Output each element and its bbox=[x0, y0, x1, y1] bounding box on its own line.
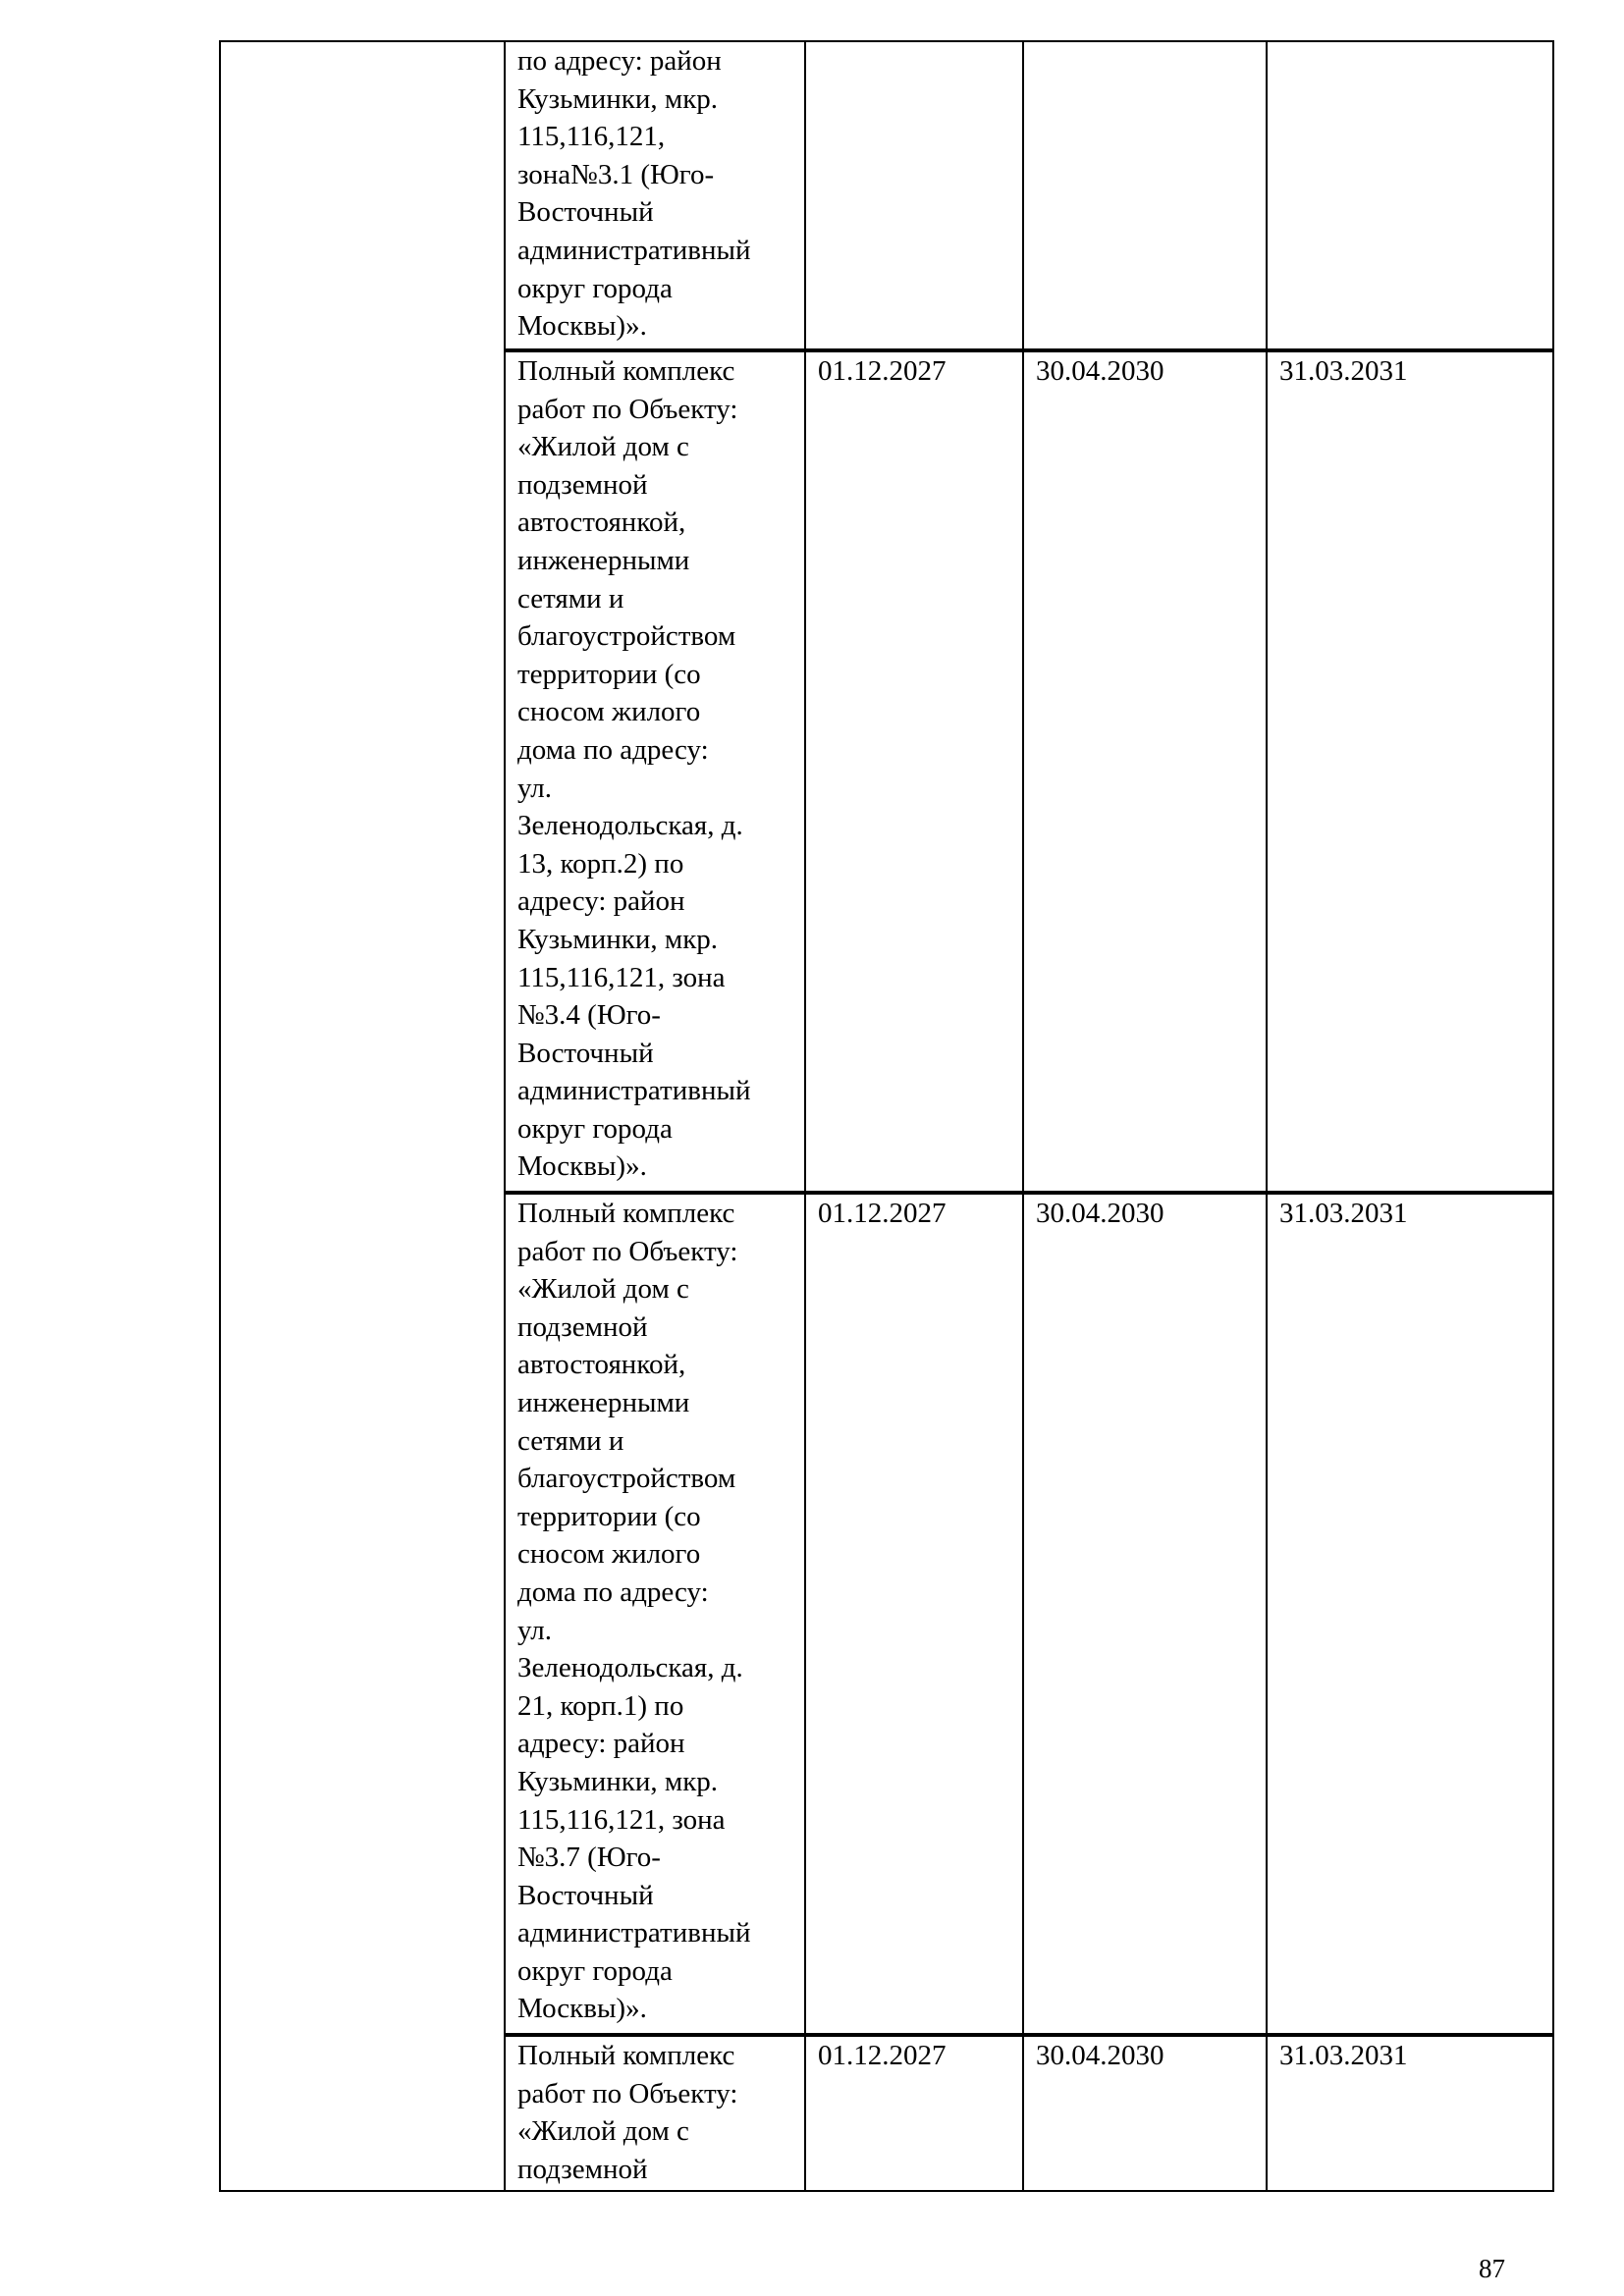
object-description-cell bbox=[505, 350, 805, 1193]
object-description: Полный комплекс работ по Объекту: «Жилой дом с подземной автостоянкой, инженерными сетями и благоустройством территории (со сносом жилого дома по адресу: ул. Зеленодольская, д. 13, корп.2) по адресу: район Кузьминки, мкр. 115,116,121, зона №3.4 (Юго- Восточный административный округ города Москвы)». bbox=[517, 355, 751, 1183]
object-description: по адресу: район Кузьминки, мкр. 115,116,121, зона№3.1 (Юго- Восточный административный округ города Москвы)». bbox=[517, 45, 751, 343]
end-date-cell bbox=[1267, 1193, 1553, 2035]
end-date: 31.03.2031 bbox=[1279, 2040, 1408, 2071]
start-date-cell bbox=[805, 350, 1023, 1193]
end-date-cell bbox=[1267, 41, 1553, 350]
table-row bbox=[220, 41, 1553, 350]
mid-date-cell bbox=[1023, 1193, 1267, 2035]
mid-date-cell bbox=[1023, 350, 1267, 1193]
end-date: 31.03.2031 bbox=[1279, 1198, 1408, 1229]
mid-date: 30.04.2030 bbox=[1036, 2040, 1164, 2071]
blank-left-cell bbox=[220, 41, 505, 2191]
end-date-cell bbox=[1267, 2035, 1553, 2191]
schedule-table bbox=[219, 40, 1554, 2192]
object-description: Полный комплекс работ по Объекту: «Жилой дом с подземной автостоянкой, инженерными сетями и благоустройством территории (со сносом жилого дома по адресу: ул. Зеленодольская, д. 21, корп.1) по адресу: район Кузьминки, мкр. 115,116,121, зона №3.7 (Юго- Восточный административный округ города Москвы)». bbox=[517, 1198, 751, 2025]
mid-date: 30.04.2030 bbox=[1036, 355, 1164, 387]
object-description-cell bbox=[505, 1193, 805, 2035]
start-date-cell bbox=[805, 2035, 1023, 2191]
object-description-cell bbox=[505, 2035, 805, 2191]
end-date: 31.03.2031 bbox=[1279, 355, 1408, 387]
object-description: Полный комплекс работ по Объекту: «Жилой дом с подземной bbox=[517, 2040, 738, 2185]
start-date: 01.12.2027 bbox=[818, 2040, 947, 2071]
object-description-cell bbox=[505, 41, 805, 350]
start-date: 01.12.2027 bbox=[818, 1198, 947, 1229]
start-date-cell bbox=[805, 1193, 1023, 2035]
mid-date-cell bbox=[1023, 41, 1267, 350]
end-date-cell bbox=[1267, 350, 1553, 1193]
start-date: 01.12.2027 bbox=[818, 355, 947, 387]
page-number: 87 bbox=[1479, 2254, 1505, 2283]
start-date-cell bbox=[805, 41, 1023, 350]
mid-date: 30.04.2030 bbox=[1036, 1198, 1164, 1229]
mid-date-cell bbox=[1023, 2035, 1267, 2191]
